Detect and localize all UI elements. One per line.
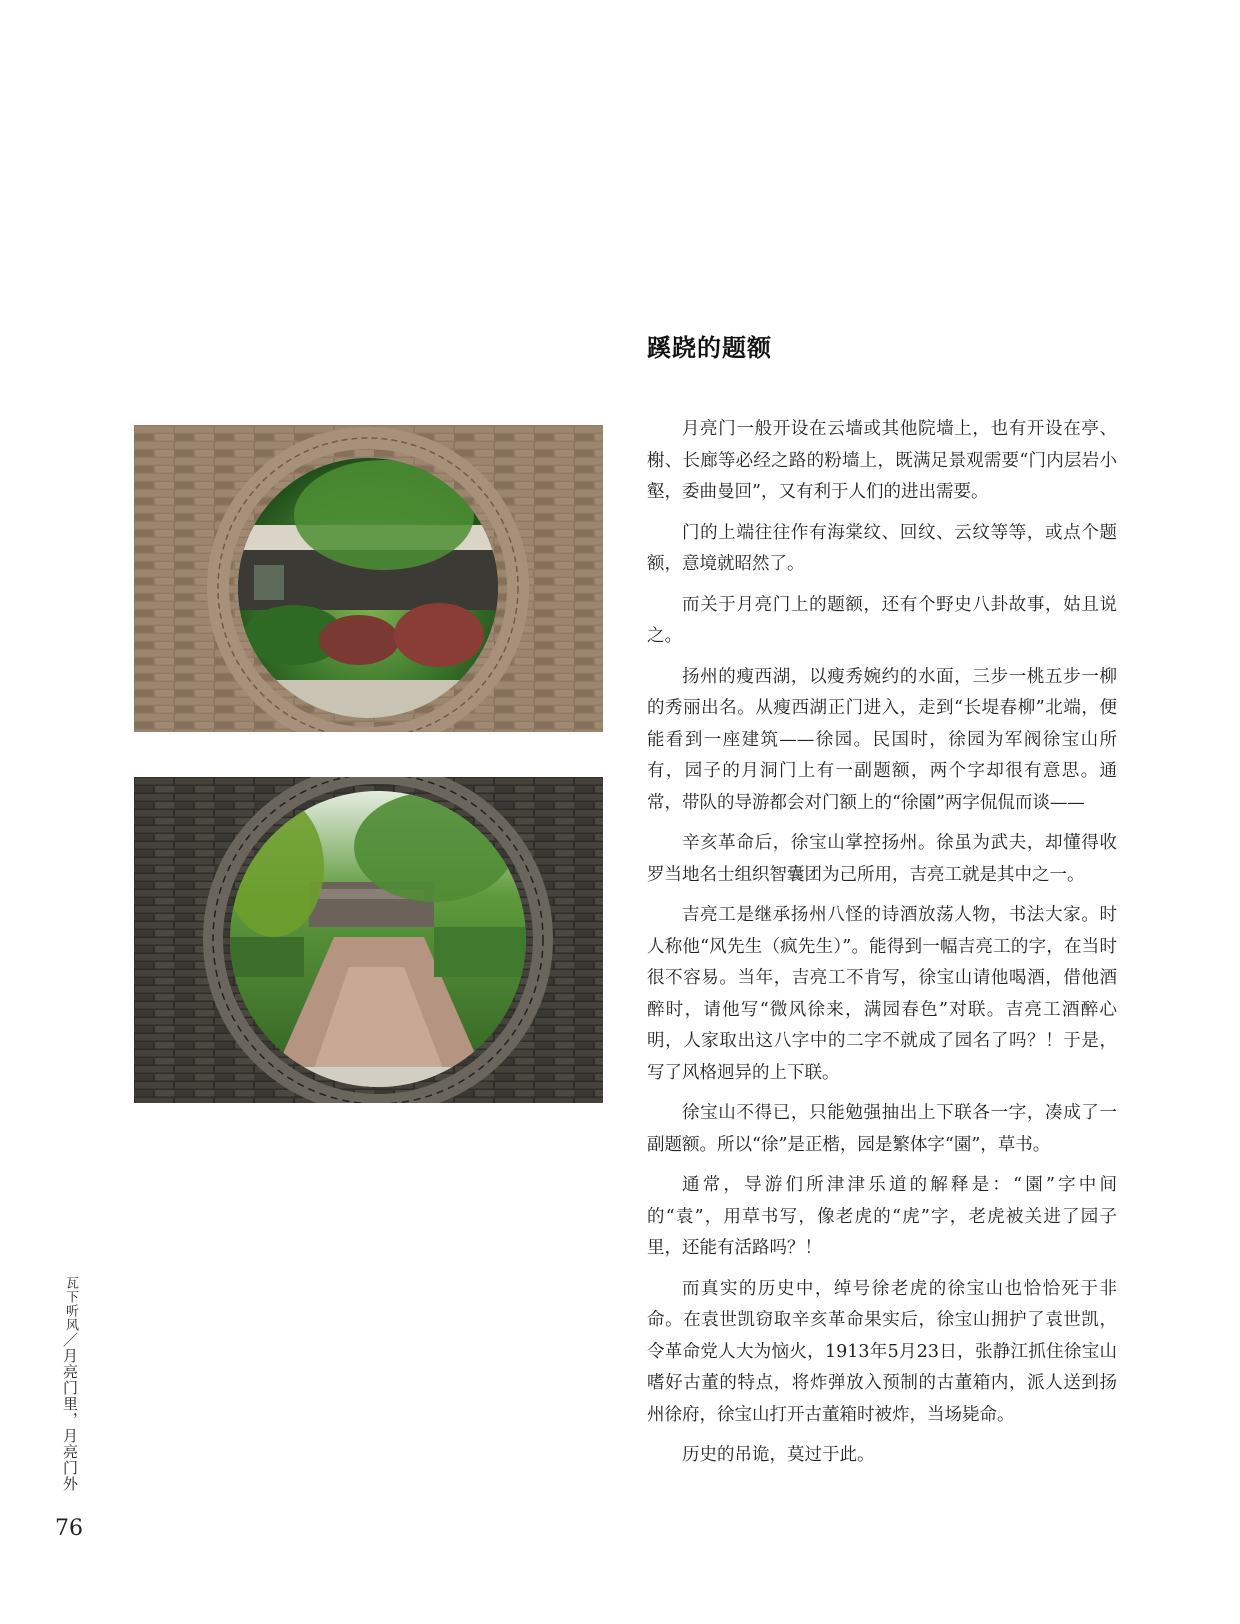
paragraph: 而真实的历史中，绰号徐老虎的徐宝山也恰恰死于非命。在袁世凯窃取辛亥革命果实后，徐宝山拥护了袁世凯，令革命党人大为恼火，1913年5月23日，张静江抓住徐宝山嗜好古董的特点，将炸弹放入预制的古董箱内，派人送到扬州徐府，徐宝山打开古董箱时被炸，当场毙命。 bbox=[647, 1278, 1117, 1425]
chapter-name: 月亮门里，月亮门外 bbox=[61, 1348, 79, 1492]
paragraph: 历史的吊诡，莫过于此。 bbox=[682, 1445, 875, 1465]
paragraph: 徐宝山不得已，只能勉强抽出上下联各一字，凑成了一副题额。所以“徐”是正楷，园是繁体字“園”，草书。 bbox=[647, 1103, 1117, 1155]
separator: ／ bbox=[61, 1332, 79, 1348]
article-title: 蹊跷的题额 bbox=[647, 333, 772, 362]
paragraph: 月亮门一般开设在云墙或其他院墙上，也有开设在亭、榭、长廊等必经之路的粉墙上，既满足景观需要“门内层岩小壑，委曲曼回”，又有利于人们的进出需要。 bbox=[647, 419, 1117, 502]
page-number: 76 bbox=[55, 1516, 83, 1541]
moon-gate-photo-1 bbox=[134, 425, 603, 732]
article-body bbox=[647, 414, 1117, 1481]
series-name: 瓦下听风 bbox=[63, 1276, 78, 1332]
paragraph: 扬州的瘦西湖，以瘦秀婉约的水面，三步一桃五步一柳的秀丽出名。从瘦西湖正门进入，走到“长堤春柳”北端，便能看到一座建筑——徐园。民国时，徐园为军阀徐宝山所有，园子的月洞门上有一副题额，两个字却很有意思。通常，带队的导游都会对门额上的“徐園”两字侃侃而谈—— bbox=[647, 666, 1117, 813]
moon-gate-photo-2 bbox=[134, 777, 603, 1103]
paragraph: 吉亮工是继承扬州八怪的诗酒放荡人物，书法大家。时人称他“风先生（疯先生）”。能得到一幅吉亮工的字，在当时很不容易。当年，吉亮工不肯写，徐宝山请他喝酒，借他酒醉时，请他写“微风徐来，满园春色”对联。吉亮工酒醉心明，人家取出这八字中的二字不就成了园名了吗？！于是，写了风格迥异的上下联。 bbox=[647, 905, 1117, 1083]
running-header-vertical bbox=[58, 1276, 80, 1492]
paragraph: 门的上端往往作有海棠纹、回纹、云纹等等，或点个题额，意境就昭然了。 bbox=[647, 522, 1117, 574]
paragraph: 而关于月亮门上的题额，还有个野史八卦故事，姑且说之。 bbox=[647, 594, 1117, 646]
paragraph: 辛亥革命后，徐宝山掌控扬州。徐虽为武夫，却懂得收罗当地名士组织智囊团为己所用，吉亮工就是其中之一。 bbox=[647, 833, 1117, 885]
paragraph: 通常，导游们所津津乐道的解释是：“園”字中间的“袁”，用草书写，像老虎的“虎”字，老虎被关进了园子里，还能有活路吗？！ bbox=[647, 1175, 1117, 1258]
